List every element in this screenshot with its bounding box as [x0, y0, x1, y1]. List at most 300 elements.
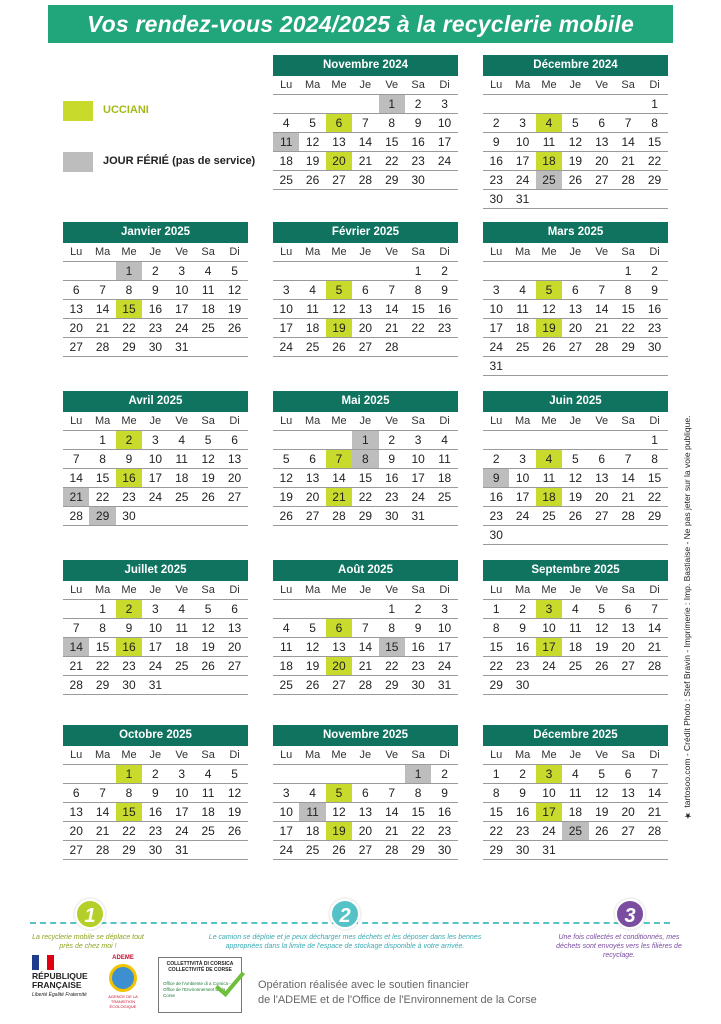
week-row — [63, 638, 248, 657]
empty-day — [615, 676, 641, 694]
day-cell: 17 — [279, 824, 293, 838]
weekday-label: Lu — [280, 415, 293, 427]
week-row — [273, 657, 458, 676]
empty-day — [273, 262, 299, 280]
month-title: Décembre 2024 — [483, 55, 668, 76]
day-cell: 1 — [405, 765, 431, 783]
day-cell: 17 — [437, 640, 452, 654]
day-cell: 21 — [647, 805, 662, 819]
day-cell: 16 — [489, 154, 503, 168]
weekday-label: Ve — [595, 749, 609, 761]
week-row — [273, 171, 458, 190]
day-cell: 10 — [437, 116, 452, 130]
month-title: Janvier 2025 — [63, 222, 248, 243]
week-row — [483, 171, 668, 190]
weekday-label: Ve — [385, 79, 399, 91]
day-cell: 9 — [152, 283, 159, 297]
day-cell: 3 — [492, 283, 500, 297]
day-cell: 4 — [309, 283, 316, 297]
weekday-label: Me — [331, 79, 347, 91]
week-row — [63, 841, 248, 860]
day-cell: 22 — [647, 154, 662, 168]
day-cell: 12 — [568, 471, 583, 485]
day-cell: 20 — [326, 657, 352, 675]
day-cell: 18 — [175, 640, 189, 654]
weekday-label: Lu — [280, 79, 293, 91]
weekday-label: Ve — [595, 246, 609, 258]
day-cell: 27 — [621, 824, 635, 838]
month-calendar — [63, 560, 248, 695]
day-cell: 20 — [69, 824, 83, 838]
day-cell: 9 — [483, 469, 509, 487]
day-cell: 13 — [595, 471, 609, 485]
week-row — [273, 638, 458, 657]
weekday-label: Ve — [385, 415, 399, 427]
weekday-label: Sa — [201, 584, 215, 596]
day-cell: 28 — [621, 173, 635, 187]
day-cell: 20 — [595, 490, 609, 504]
day-cell: 7 — [624, 452, 632, 466]
weekday-header-row — [273, 76, 458, 95]
weekday-label: Lu — [490, 79, 503, 91]
weekday-label: Lu — [490, 415, 503, 427]
day-cell: 29 — [411, 843, 425, 857]
day-cell: 12 — [201, 621, 215, 635]
week-row — [483, 152, 668, 171]
empty-day — [562, 190, 588, 208]
empty-day — [221, 338, 247, 356]
week-row — [63, 784, 248, 803]
empty-day — [589, 526, 615, 544]
empty-day — [562, 95, 588, 113]
day-cell: 11 — [438, 452, 451, 466]
day-cell: 26 — [201, 659, 215, 673]
day-cell: 19 — [568, 490, 583, 504]
weekday-label: Ve — [595, 584, 609, 596]
empty-day — [63, 431, 89, 449]
weekday-label: Me — [331, 246, 347, 258]
day-cell: 6 — [72, 786, 80, 800]
day-cell: 18 — [305, 321, 320, 335]
empty-day — [195, 507, 221, 525]
day-cell: 20 — [69, 321, 83, 335]
weekday-header-row — [273, 581, 458, 600]
day-cell: 9 — [519, 621, 526, 635]
day-cell: 28 — [332, 509, 346, 523]
week-row — [273, 431, 458, 450]
day-cell: 28 — [385, 340, 399, 354]
day-cell: 22 — [621, 321, 635, 335]
weekday-label: Lu — [70, 415, 83, 427]
weekday-label: Me — [541, 79, 557, 91]
day-cell: 10 — [515, 135, 530, 149]
week-row — [63, 488, 248, 507]
weekday-label: Je — [149, 749, 162, 761]
day-cell: 19 — [201, 471, 215, 485]
ademe-name: ADEME — [112, 955, 134, 961]
day-cell: 8 — [352, 450, 378, 468]
day-cell: 11 — [569, 786, 582, 800]
week-row — [273, 765, 458, 784]
day-cell: 20 — [358, 321, 373, 335]
day-cell: 30 — [411, 173, 425, 187]
day-cell: 12 — [305, 640, 320, 654]
day-cell: 9 — [388, 452, 396, 466]
empty-day — [562, 357, 588, 375]
week-row — [63, 822, 248, 841]
day-cell: 31 — [175, 843, 189, 857]
day-cell: 12 — [227, 283, 242, 297]
day-cell: 2 — [388, 433, 396, 447]
day-cell: 16 — [385, 471, 399, 485]
day-cell: 20 — [568, 321, 583, 335]
empty-day — [483, 262, 509, 280]
day-cell: 30 — [122, 678, 136, 692]
day-cell: 26 — [227, 824, 242, 838]
day-cell: 1 — [492, 767, 500, 781]
weekday-label: Ve — [175, 246, 189, 258]
day-cell: 14 — [621, 135, 635, 149]
day-cell: 26 — [305, 678, 320, 692]
day-cell: 5 — [598, 602, 606, 616]
day-cell: 30 — [515, 678, 530, 692]
day-cell: 1 — [492, 602, 500, 616]
month-title: Novembre 2024 — [273, 55, 458, 76]
step-1-icon: 1 — [75, 899, 105, 929]
day-cell: 18 — [568, 805, 583, 819]
day-cell: 14 — [595, 302, 609, 316]
weekday-label: Me — [331, 584, 347, 596]
weekday-label: Sa — [411, 246, 425, 258]
day-cell: 30 — [437, 843, 452, 857]
weekday-label: Je — [149, 584, 162, 596]
week-row — [483, 657, 668, 676]
day-cell: 11 — [306, 302, 319, 316]
empty-day — [562, 262, 588, 280]
month-title: Décembre 2025 — [483, 725, 668, 746]
day-cell: 23 — [647, 321, 662, 335]
empty-day — [509, 262, 535, 280]
weekday-label: Me — [331, 415, 347, 427]
week-row — [63, 469, 248, 488]
day-cell: 11 — [542, 135, 556, 149]
support-text — [258, 978, 537, 1008]
empty-day — [405, 338, 431, 356]
day-cell: 29 — [122, 843, 136, 857]
weekday-label: Lu — [70, 584, 83, 596]
day-cell: 30 — [148, 340, 163, 354]
day-cell: 25 — [515, 340, 530, 354]
weekday-label: Lu — [280, 246, 293, 258]
day-cell: 14 — [385, 805, 399, 819]
empty-day — [589, 431, 615, 449]
weekday-label: Di — [229, 246, 240, 258]
weekday-label: Sa — [621, 415, 635, 427]
day-cell: 10 — [515, 471, 530, 485]
day-cell: 9 — [125, 621, 133, 635]
day-cell: 24 — [148, 490, 163, 504]
day-cell: 10 — [279, 302, 293, 316]
month-calendar — [273, 391, 458, 526]
day-cell: 7 — [362, 116, 369, 130]
empty-day — [352, 262, 378, 280]
day-cell: 14 — [647, 786, 662, 800]
support-line-2: de l'ADEME et de l'Office de l'Environnement de la Corse — [258, 994, 537, 1006]
weekday-label: Je — [149, 415, 162, 427]
empty-day — [195, 338, 221, 356]
empty-day — [431, 338, 457, 356]
day-cell: 21 — [63, 488, 89, 506]
day-cell: 16 — [515, 640, 530, 654]
day-cell: 18 — [305, 824, 320, 838]
day-cell: 11 — [201, 283, 215, 297]
day-cell: 5 — [572, 116, 579, 130]
week-row — [273, 338, 458, 357]
month-calendar — [483, 55, 668, 209]
day-cell: 17 — [411, 471, 425, 485]
day-cell: 23 — [515, 824, 530, 838]
day-cell: 29 — [489, 678, 503, 692]
weekday-label: Je — [569, 584, 582, 596]
day-cell: 12 — [332, 302, 346, 316]
day-cell: 22 — [122, 321, 136, 335]
day-cell: 16 — [411, 135, 425, 149]
month-title: Septembre 2025 — [483, 560, 668, 581]
day-cell: 24 — [542, 824, 556, 838]
day-cell: 23 — [437, 824, 452, 838]
day-cell: 19 — [227, 302, 242, 316]
day-cell: 23 — [122, 490, 136, 504]
day-cell: 26 — [305, 173, 320, 187]
day-cell: 21 — [595, 321, 609, 335]
week-row — [273, 803, 458, 822]
weekday-label: Me — [331, 749, 347, 761]
day-cell: 4 — [204, 767, 212, 781]
day-cell: 7 — [388, 786, 396, 800]
day-cell: 6 — [598, 116, 606, 130]
empty-day — [299, 431, 325, 449]
day-cell: 8 — [414, 283, 422, 297]
day-cell: 20 — [595, 154, 609, 168]
day-cell: 9 — [441, 786, 448, 800]
day-cell: 6 — [362, 283, 369, 297]
week-row — [63, 803, 248, 822]
day-cell: 10 — [437, 621, 452, 635]
empty-day — [63, 765, 89, 783]
day-cell: 7 — [362, 621, 369, 635]
day-cell: 14 — [358, 135, 373, 149]
week-row — [63, 319, 248, 338]
empty-day — [615, 841, 641, 859]
day-cell: 17 — [437, 135, 452, 149]
week-row — [63, 676, 248, 695]
weekday-label: Ma — [304, 749, 321, 761]
day-cell: 30 — [489, 528, 503, 542]
week-row — [483, 469, 668, 488]
weekday-label: Lu — [490, 246, 503, 258]
ctc-sub: Office de l'Ambiente di a Corsica - Office de l'Environnement de la Corse — [163, 981, 231, 998]
empty-day — [299, 765, 325, 783]
day-cell: 5 — [231, 264, 238, 278]
day-cell: 30 — [515, 843, 530, 857]
empty-day — [562, 676, 588, 694]
empty-day — [352, 765, 378, 783]
step-3-text: Une fois collectés et conditionnés, mes déchets sont envoyés vers les filières de recyclage. — [556, 934, 682, 959]
empty-day — [589, 95, 615, 113]
week-row — [273, 133, 458, 152]
weekday-label: Di — [439, 415, 450, 427]
empty-day — [483, 95, 509, 113]
day-cell: 14 — [358, 640, 373, 654]
week-row — [483, 95, 668, 114]
weekday-label: Ma — [514, 584, 531, 596]
weekday-label: Sa — [411, 415, 425, 427]
week-row — [483, 431, 668, 450]
day-cell: 5 — [536, 281, 562, 299]
day-cell: 13 — [358, 302, 373, 316]
day-cell: 25 — [562, 822, 588, 840]
empty-day — [273, 765, 299, 783]
day-cell: 19 — [201, 640, 215, 654]
month-calendar — [63, 391, 248, 526]
day-cell: 17 — [515, 154, 530, 168]
weekday-label: Ma — [514, 415, 531, 427]
empty-day — [195, 841, 221, 859]
day-cell: 21 — [647, 640, 662, 654]
empty-day — [273, 431, 299, 449]
week-row — [273, 152, 458, 171]
week-row — [273, 450, 458, 469]
day-cell: 15 — [647, 471, 662, 485]
day-cell: 17 — [148, 640, 163, 654]
day-cell: 23 — [411, 659, 425, 673]
week-row — [273, 600, 458, 619]
week-row — [63, 281, 248, 300]
day-cell: 9 — [125, 452, 133, 466]
weekday-label: Je — [569, 246, 582, 258]
weekday-header-row — [483, 581, 668, 600]
month-title: Août 2025 — [273, 560, 458, 581]
empty-day — [352, 95, 378, 113]
day-cell: 29 — [122, 340, 136, 354]
rf-motto: Liberté Égalité Fraternité — [32, 992, 87, 998]
day-cell: 15 — [411, 302, 425, 316]
legend-swatch-ucciani — [63, 101, 93, 121]
empty-day — [89, 765, 115, 783]
week-row — [483, 133, 668, 152]
rf-title: RÉPUBLIQUE FRANÇAISE — [32, 971, 88, 990]
day-cell: 19 — [326, 822, 352, 840]
day-cell: 29 — [621, 340, 635, 354]
ademe-logo — [100, 955, 146, 1013]
day-cell: 25 — [305, 340, 320, 354]
day-cell: 13 — [595, 135, 609, 149]
week-row — [63, 431, 248, 450]
day-cell: 22 — [95, 659, 110, 673]
day-cell: 19 — [305, 154, 320, 168]
day-cell: 1 — [651, 433, 658, 447]
day-cell: 7 — [326, 450, 352, 468]
day-cell: 30 — [122, 509, 136, 523]
day-cell: 25 — [201, 321, 215, 335]
ademe-sub: AGENCE DE LA TRANSITION ÉCOLOGIQUE — [108, 994, 138, 1009]
day-cell: 24 — [515, 173, 530, 187]
day-cell: 14 — [332, 471, 346, 485]
month-calendar — [273, 55, 458, 190]
empty-day — [221, 841, 247, 859]
day-cell: 23 — [385, 490, 399, 504]
day-cell: 12 — [595, 786, 609, 800]
empty-day — [509, 526, 535, 544]
step-1-text: La recyclerie mobile se déplace tout près de chez moi ! — [32, 934, 144, 950]
weekday-label: Je — [149, 246, 162, 258]
day-cell: 2 — [492, 116, 500, 130]
empty-day — [169, 507, 195, 525]
day-cell: 1 — [414, 264, 422, 278]
day-cell: 27 — [621, 659, 635, 673]
empty-day — [641, 676, 667, 694]
week-row — [273, 822, 458, 841]
day-cell: 18 — [536, 488, 562, 506]
day-cell: 27 — [69, 843, 83, 857]
day-cell: 10 — [175, 283, 189, 297]
day-cell: 21 — [358, 154, 373, 168]
day-cell: 5 — [204, 433, 212, 447]
day-cell: 9 — [651, 283, 658, 297]
day-cell: 24 — [515, 509, 530, 523]
empty-day — [326, 600, 352, 618]
weekday-label: Je — [359, 246, 372, 258]
week-row — [483, 300, 668, 319]
day-cell: 17 — [279, 321, 293, 335]
day-cell: 23 — [122, 659, 136, 673]
day-cell: 6 — [72, 283, 80, 297]
day-cell: 1 — [624, 264, 632, 278]
week-row — [483, 357, 668, 376]
month-title: Février 2025 — [273, 222, 458, 243]
day-cell: 1 — [99, 602, 106, 616]
day-cell: 15 — [95, 640, 110, 654]
weekday-label: Me — [121, 246, 137, 258]
day-cell: 29 — [95, 678, 110, 692]
weekday-label: Sa — [201, 415, 215, 427]
day-cell: 1 — [99, 433, 106, 447]
day-cell: 31 — [489, 359, 503, 373]
day-cell: 30 — [411, 678, 425, 692]
day-cell: 6 — [309, 452, 316, 466]
empty-day — [615, 431, 641, 449]
day-cell: 8 — [99, 452, 106, 466]
day-cell: 14 — [647, 621, 662, 635]
day-cell: 3 — [282, 786, 290, 800]
day-cell: 10 — [279, 805, 293, 819]
day-cell: 8 — [388, 621, 396, 635]
empty-day — [63, 600, 89, 618]
day-cell: 28 — [69, 678, 83, 692]
week-row — [273, 507, 458, 526]
credits-sidebar — [680, 330, 700, 820]
week-row — [273, 469, 458, 488]
weekday-header-row — [63, 746, 248, 765]
day-cell: 18 — [201, 805, 215, 819]
day-cell: 27 — [568, 340, 583, 354]
day-cell: 24 — [175, 824, 189, 838]
day-cell: 27 — [595, 173, 609, 187]
day-cell: 22 — [385, 659, 399, 673]
empty-day — [326, 95, 352, 113]
day-cell: 13 — [227, 452, 242, 466]
day-cell: 7 — [388, 283, 396, 297]
